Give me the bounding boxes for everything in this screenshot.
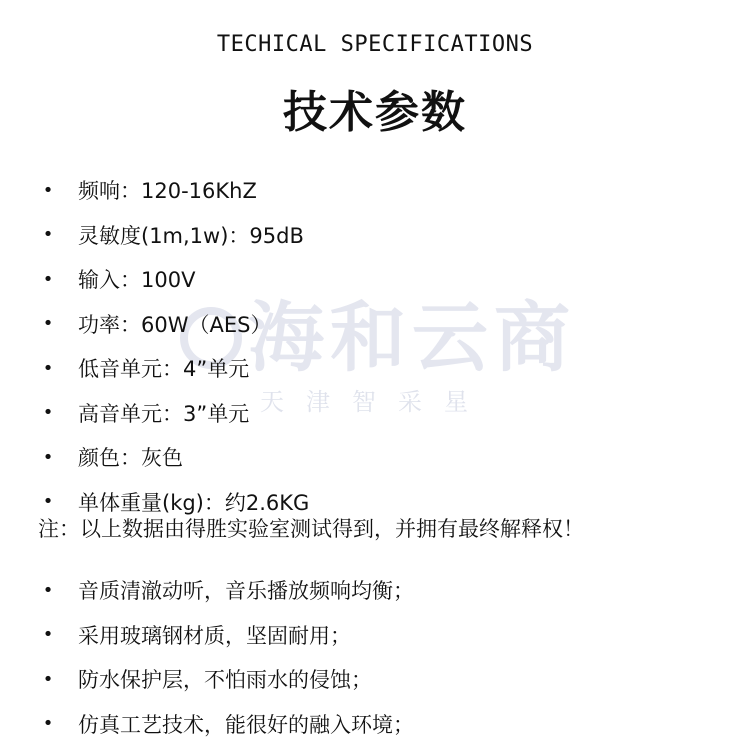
- bullet-icon: •: [42, 224, 54, 246]
- spec-weight: 单体重量(kg)：约2.6KG: [78, 490, 310, 515]
- spec-item: [0, 346, 309, 391]
- bullet-icon: •: [42, 713, 54, 735]
- spec-woofer: 低音单元：4”单元: [78, 357, 250, 382]
- bullet-icon: •: [42, 491, 54, 513]
- chinese-title: 技术参数: [283, 87, 467, 138]
- watermark-main-text: 海和云商: [248, 293, 576, 382]
- feature-waterproof: 防水保护层，不怕雨水的侵蚀；: [78, 668, 372, 693]
- spec-power: 功率：60W（AES）: [78, 312, 272, 337]
- spec-input: 输入：100V: [78, 268, 196, 293]
- bullet-icon: •: [42, 268, 54, 290]
- watermark-sub-text: 天津智采星: [260, 388, 490, 416]
- bullet-icon: •: [42, 668, 54, 690]
- feature-item: [0, 702, 414, 747]
- feature-item: [0, 657, 414, 702]
- bullet-icon: •: [42, 402, 54, 424]
- bullet-icon: •: [42, 446, 54, 468]
- spec-item: [0, 213, 309, 258]
- spec-item: [0, 168, 309, 213]
- spec-frequency-response: 频响：120-16KhZ: [78, 179, 257, 204]
- bullet-icon: •: [42, 624, 54, 646]
- bullet-icon: •: [42, 313, 54, 335]
- feature-item: [0, 568, 414, 613]
- bullet-icon: •: [42, 579, 54, 601]
- spec-list: [0, 168, 309, 524]
- spec-color: 颜色：灰色: [78, 446, 183, 471]
- feature-material: 采用玻璃钢材质，坚固耐用；: [78, 623, 351, 648]
- feature-sound-quality: 音质清澈动听，音乐播放频响均衡；: [78, 579, 414, 604]
- bullet-icon: •: [42, 357, 54, 379]
- english-title: TECHICAL SPECIFICATIONS: [216, 32, 534, 57]
- spec-item: [0, 435, 309, 480]
- feature-item: [0, 613, 414, 658]
- spec-item: [0, 391, 309, 436]
- spec-item: [0, 257, 309, 302]
- disclaimer-note: 注：以上数据由得胜实验室测试得到，并拥有最终解释权！: [38, 517, 584, 541]
- spec-item: [0, 302, 309, 347]
- spec-sensitivity: 灵敏度(1m,1w)：95dB: [78, 223, 304, 248]
- feature-list: [0, 568, 414, 746]
- bullet-icon: •: [42, 179, 54, 201]
- feature-simulation: 仿真工艺技术，能很好的融入环境；: [78, 712, 414, 737]
- spec-tweeter: 高音单元：3”单元: [78, 401, 250, 426]
